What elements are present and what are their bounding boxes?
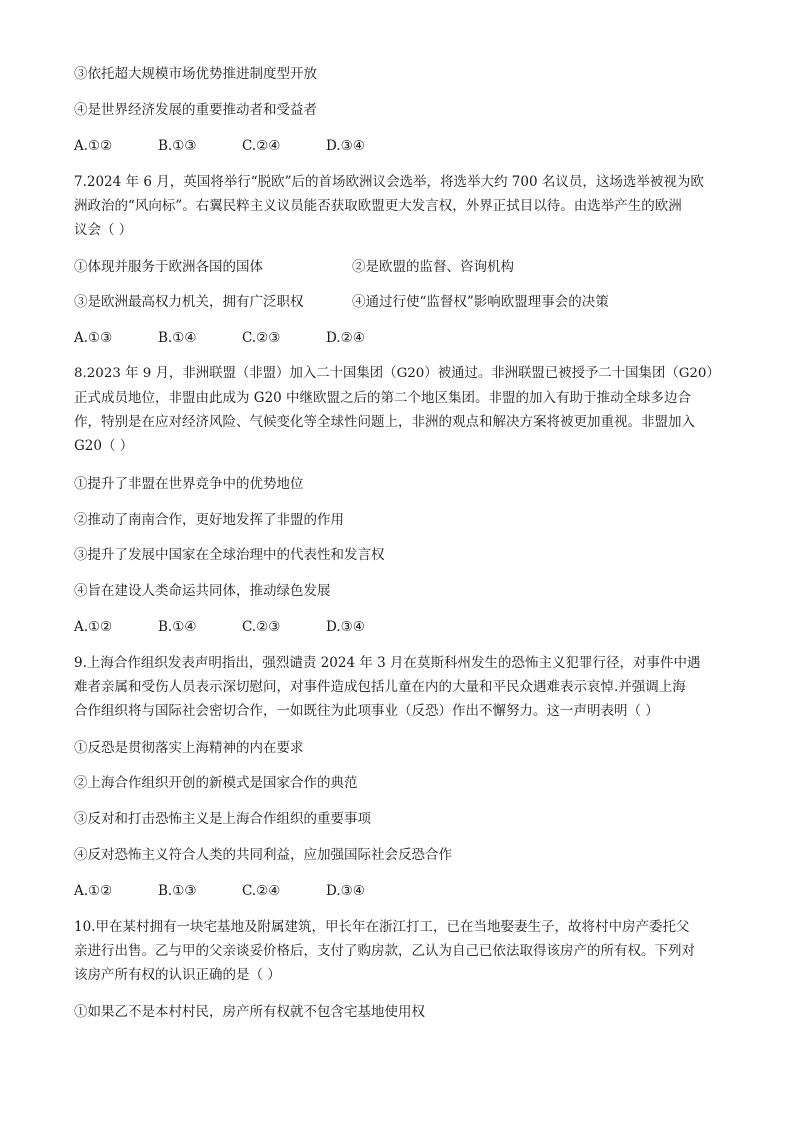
q6-statement-4: ④是世界经济发展的重要推动者和受益者 (74, 102, 317, 118)
q7-options (74, 330, 365, 346)
q9-option-b: B.①③ (158, 883, 197, 899)
q7-statement-3: ③是欧洲最高权力机关，拥有广泛职权 (74, 294, 304, 310)
q7-stem-line-1: 7.2024 年 6 月，英国将举行“脱欧”后的首场欧洲议会选举，将选举大约 700 名议员，这场选举被视为欧 (74, 174, 704, 190)
q6-options (74, 138, 365, 154)
q9-option-c: C.②④ (242, 883, 281, 899)
q7-statement-2: ②是欧盟的监督、咨询机构 (352, 259, 514, 275)
q6-option-c: C.②④ (242, 138, 281, 154)
q8-stem-line-4: G20（ ） (74, 438, 134, 454)
q7-stem-line-3: 议会（ ） (74, 222, 133, 238)
q8-option-c: C.②③ (242, 619, 281, 635)
q8-statement-3: ③提升了发展中国家在全球治理中的代表性和发言权 (74, 547, 385, 563)
q6-option-b: B.①③ (158, 138, 197, 154)
q8-statement-4: ④旨在建设人类命运共同体，推动绿色发展 (74, 583, 331, 599)
q8-stem-line-1: 8.2023 年 9 月，非洲联盟（非盟）加入二十国集团（G20）被通过。非洲联盟已被授予二十国集团（G20） (74, 366, 720, 381)
q8-stem-line-2: 正式成员地位，非盟由此成为 G20 中继欧盟之后的第二个地区集团。非盟的加入有助于推动全球多边合 (74, 390, 692, 406)
q7-option-d: D.②④ (326, 330, 365, 346)
q9-stem-line-3: 合作组织将与国际社会密切合作，一如既往为此项事业（反恐）作出不懈努力。这一声明表明（ ） (74, 703, 659, 719)
q9-statement-3: ③反对和打击恐怖主义是上海合作组织的重要事项 (74, 811, 371, 827)
q8-statement-1: ①提升了非盟在世界竞争中的优势地位 (74, 476, 304, 492)
q7-option-c: C.②③ (242, 330, 281, 346)
q9-statement-4: ④反对恐怖主义符合人类的共同利益，应加强国际社会反恐合作 (74, 847, 452, 863)
q6-statement-3: ③依托超大规模市场优势推进制度型开放 (74, 66, 317, 82)
q10-stem-line-3: 该房产所有权的认识正确的是（ ） (74, 967, 281, 983)
q7-statement-4: ④通过行使“监督权”影响欧盟理事会的决策 (352, 294, 609, 310)
q9-options (74, 883, 365, 899)
q8-option-d: D.③④ (326, 619, 365, 635)
q7-stem-line-2: 洲政治的“风向标”。右翼民粹主义议员能否获取欧盟更大发言权，外界正拭目以待。由选举产生的欧洲 (74, 198, 682, 214)
q6-option-a: A.①② (74, 138, 113, 154)
q9-stem-line-2: 难者亲属和受伤人员表示深切慰问，对事件造成包括儿童在内的大量和平民众遇难表示哀悼.并强调上海 (74, 679, 686, 695)
q9-stem-line-1: 9.上海合作组织发表声明指出，强烈谴责 2024 年 3 月在莫斯科州发生的恐怖主义犯罪行径，对事件中遇 (74, 655, 701, 671)
q9-option-d: D.③④ (326, 883, 365, 899)
q9-statement-2: ②上海合作组织开创的新模式是国家合作的典范 (74, 775, 358, 791)
q7-statements-row-2 (74, 294, 609, 310)
q7-option-a: A.①③ (74, 330, 113, 346)
q9-option-a: A.①② (74, 883, 113, 899)
q7-option-b: B.①④ (158, 330, 197, 346)
q10-statement-1: ①如果乙不是本村村民，房产所有权就不包含宅基地使用权 (74, 1004, 425, 1020)
q8-option-b: B.①④ (158, 619, 197, 635)
q10-stem-line-1: 10.甲在某村拥有一块宅基地及附属建筑，甲长年在浙江打工，已在当地娶妻生子，故将村中房产委托父 (74, 919, 690, 935)
q7-statement-1: ①体现并服务于欧洲各国的国体 (74, 259, 263, 275)
q6-option-d: D.③④ (326, 138, 365, 154)
q10-stem-line-2: 亲进行出售。乙与甲的父亲谈妥价格后，支付了购房款，乙认为自己已依法取得该房产的所有权。下列对 (74, 943, 695, 959)
q8-statement-2: ②推动了南南合作，更好地发挥了非盟的作用 (74, 512, 344, 528)
q9-statement-1: ①反恐是贯彻落实上海精神的内在要求 (74, 740, 304, 756)
q8-options (74, 619, 365, 635)
q8-option-a: A.①② (74, 619, 113, 635)
q8-stem-line-3: 作，特别是在应对经济风险、气候变化等全球性问题上，非洲的观点和解决方案将被更加重视。非盟加入 (74, 414, 695, 430)
q7-statements-row-1 (74, 259, 514, 275)
